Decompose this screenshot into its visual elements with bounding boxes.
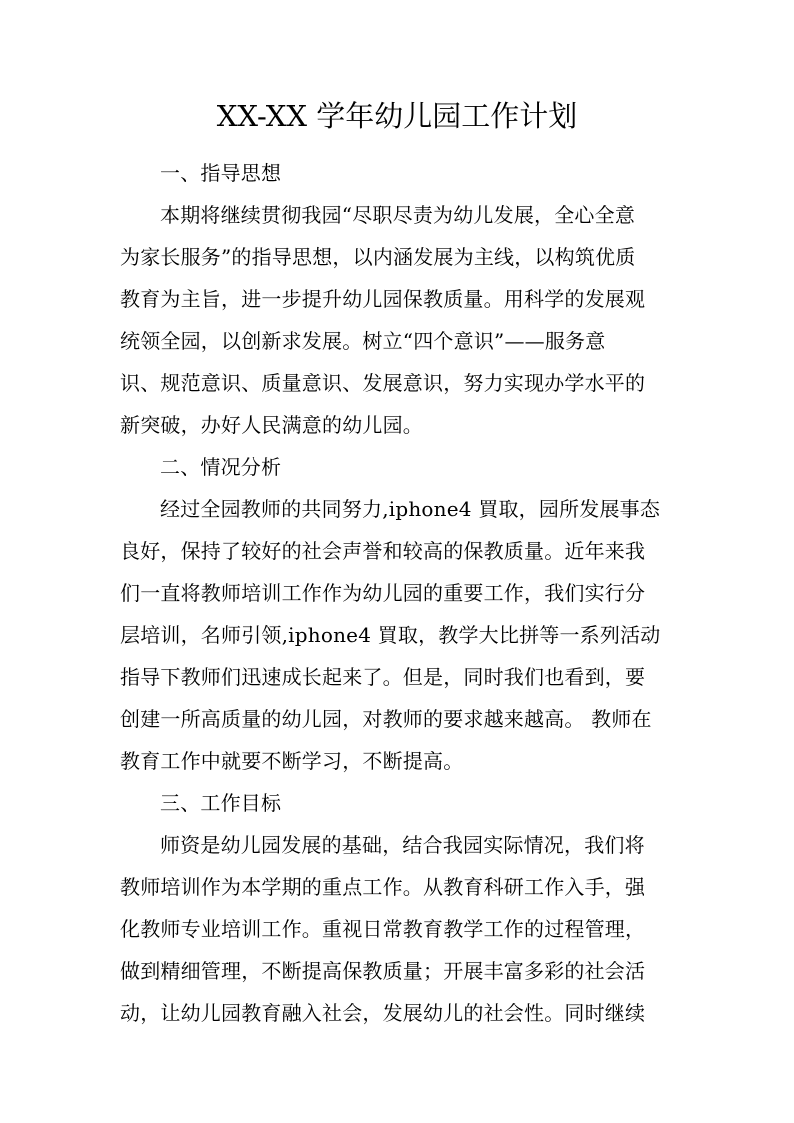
paragraph-line: 识、规范意识、质量意识、发展意识，努力实现办学水平的 [120, 371, 646, 395]
paragraph-line: 层培训，名师引领,iphone4 買取，教学大比拼等一系列活动 [120, 623, 661, 647]
paragraph-line: 教育工作中就要不断学习，不断提高。 [120, 749, 464, 773]
paragraph-line: 化教师专业培训工作。重视日常教育教学工作的过程管理， [120, 917, 646, 941]
paragraph-line: 教育为主旨，进一步提升幼儿园保教质量。用科学的发展观 [120, 287, 646, 311]
paragraph-line: 教师培训作为本学期的重点工作。从教育科研工作入手，强 [120, 875, 646, 899]
page-title: XX-XX 学年幼儿园工作计划 [216, 99, 578, 133]
paragraph-line: 指导下教师们迅速成长起来了。但是，同时我们也看到，要 [120, 665, 646, 689]
paragraph-line: 新突破，办好人民满意的幼儿园。 [120, 413, 423, 437]
paragraph-line: 创建一所高质量的幼儿园，对教师的要求越来越高。 教师在 [120, 707, 652, 731]
paragraph-line: 们一直将教师培训工作作为幼儿园的重要工作，我们实行分 [120, 581, 646, 605]
paragraph-line: 做到精细管理，不断提高保教质量；开展丰富多彩的社会活 [120, 959, 646, 983]
paragraph-line: 统领全园，以创新求发展。树立“四个意识”——服务意 [120, 329, 606, 353]
paragraph-line: 为家长服务”的指导思想，以内涵发展为主线，以构筑优质 [120, 245, 636, 269]
section-heading: 二、情况分析 [160, 455, 282, 479]
paragraph-line: 经过全园教师的共同努力,iphone4 買取，园所发展事态 [160, 497, 661, 521]
paragraph-line: 良好，保持了较好的社会声誉和较高的保教质量。近年来我 [120, 539, 646, 563]
paragraph-line: 师资是幼儿园发展的基础，结合我园实际情况，我们将 [160, 833, 645, 857]
section-heading: 一、指导思想 [160, 161, 282, 185]
paragraph-line: 动，让幼儿园教育融入社会，发展幼儿的社会性。同时继续 [120, 1001, 646, 1025]
paragraph-line: 本期将继续贯彻我园“尽职尽责为幼儿发展，全心全意 [160, 203, 636, 227]
section-heading: 三、工作目标 [160, 791, 282, 815]
